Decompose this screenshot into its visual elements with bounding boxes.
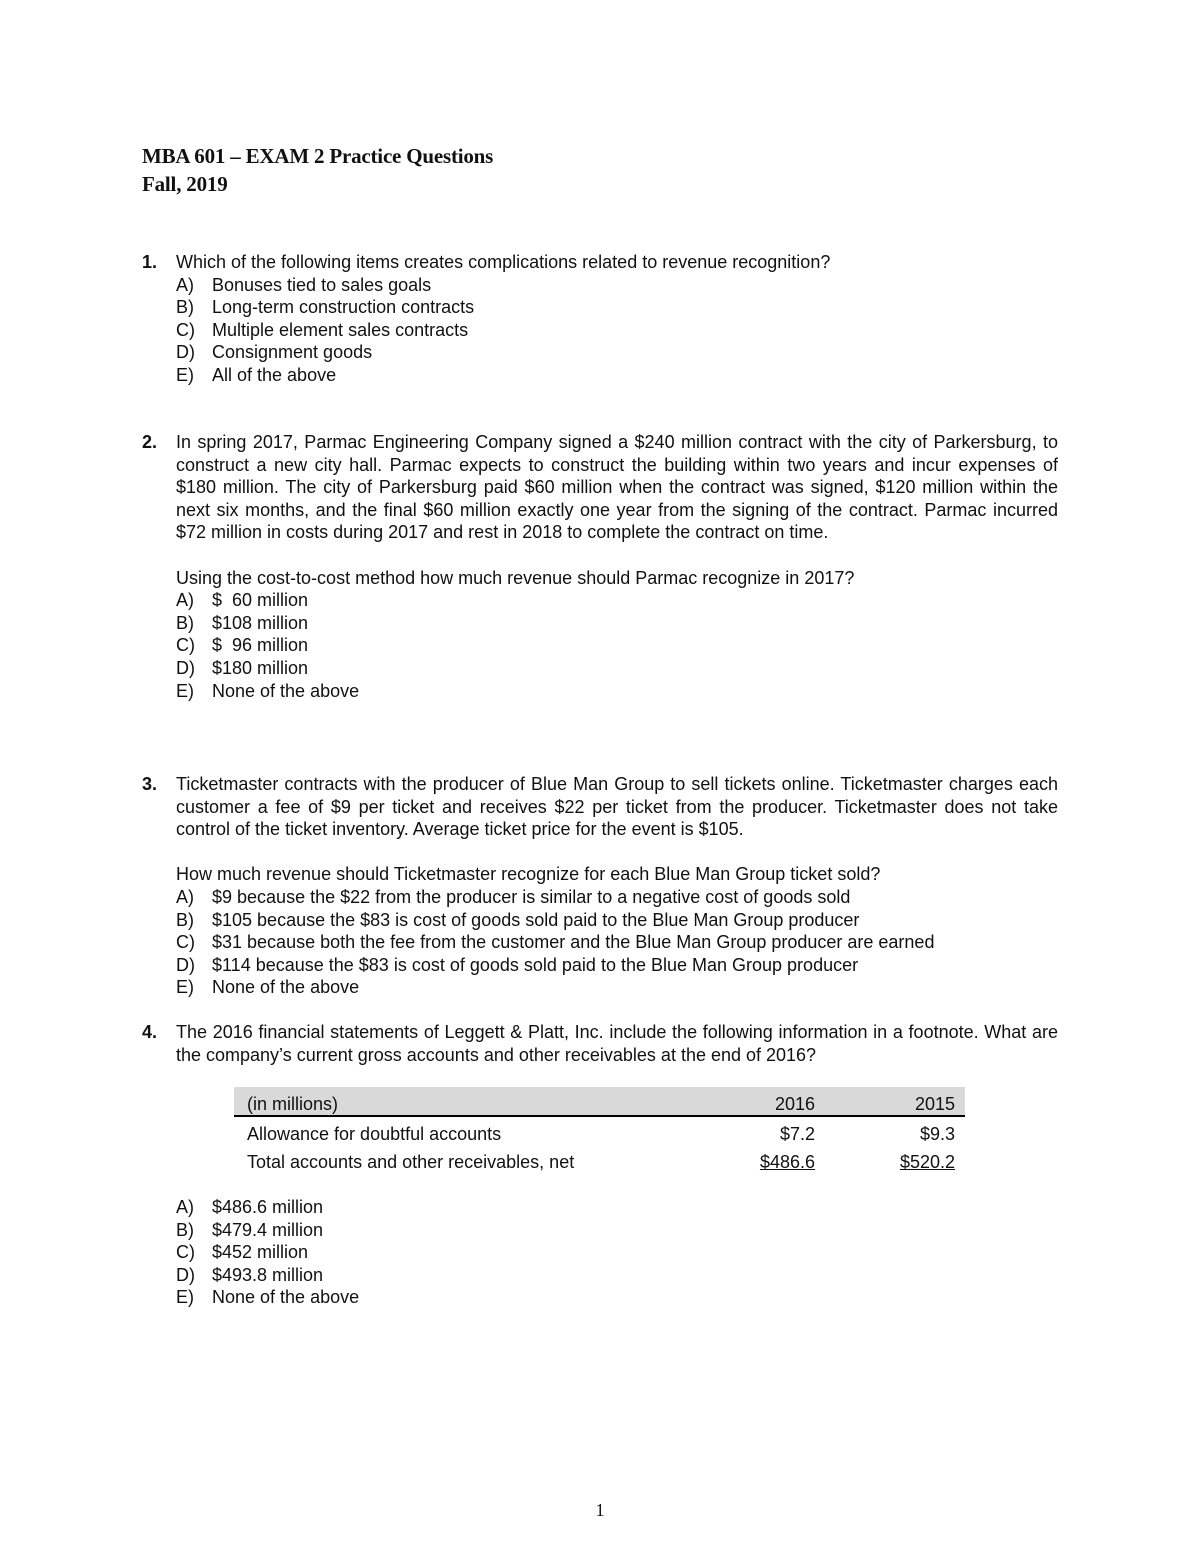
question-2 [142, 431, 1058, 702]
answer-option: D) $493.8 million [176, 1264, 324, 1285]
table-cell: $9.3 [919, 1124, 955, 1144]
table-header-cell: 2016 [695, 1087, 825, 1116]
table-cell: Allowance for doubtful accounts [247, 1124, 502, 1144]
question-number: 1. [142, 252, 158, 272]
answer-option: E) None of the above [176, 977, 360, 998]
answer-option: B) $108 million [176, 612, 309, 633]
answer-option: E) All of the above [176, 364, 337, 385]
answer-option: A) $9 because the $22 from the producer is similar to a negative cost of goods sold [176, 886, 851, 907]
page-number: 1 [595, 1500, 605, 1520]
document-title: MBA 601 – EXAM 2 Practice Questions [142, 144, 494, 168]
table-cell: Total accounts and other receivables, net [247, 1152, 575, 1172]
answer-option: D) $180 million [176, 657, 309, 678]
question-number: 4. [142, 1022, 158, 1042]
table-cell: $520.2 [899, 1152, 955, 1172]
table-header-row [234, 1087, 965, 1116]
answer-option: C) $ 96 million [176, 635, 309, 656]
table-row [234, 1116, 965, 1145]
answer-option: A) Bonuses tied to sales goals [176, 274, 432, 295]
answer-options [176, 886, 1058, 999]
answer-option: C) $452 million [176, 1242, 309, 1263]
question-stem: Ticketmaster contracts with the producer of Blue Man Group to sell tickets online. Ticketmaster charges each customer a fee of $9 per ticket and receives $22 per ticket from the producer. Ticketmaster does not take control of the ticket inventory. Average ticket price for the event is $105. [176, 774, 1058, 840]
answer-option: B) Long-term construction contracts [176, 297, 475, 318]
question-stem: Which of the following items creates complications related to revenue recognition? [176, 252, 831, 272]
answer-option: C) $31 because both the fee from the customer and the Blue Man Group producer are earned [176, 932, 935, 953]
question-prompt: How much revenue should Ticketmaster recognize for each Blue Man Group ticket sold? [176, 864, 881, 885]
question-stem: In spring 2017, Parmac Engineering Company signed a $240 million contract with the city of Parkersburg, to construct a new city hall. Parmac expects to construct the building within two years and incur expenses of $180 million. The city of Parkersburg paid $60 million when the contract was signed, $120 million within the next six months, and the final $60 million exactly one year from the signing of the contract. Parmac incurred $72 million in costs during 2017 and rest in 2018 to complete the contract on time. [176, 432, 1058, 543]
question-stem: The 2016 financial statements of Leggett & Platt, Inc. include the following information in a footnote. What are the company’s current gross accounts and other receivables at the end of 2016? [176, 1022, 1058, 1065]
answer-option: B) $479.4 million [176, 1219, 324, 1240]
answer-options [176, 1196, 1058, 1309]
answer-options [176, 274, 1058, 387]
document-subtitle: Fall, 2019 [142, 172, 228, 196]
answer-options [176, 589, 1058, 702]
answer-option: A) $486.6 million [176, 1197, 324, 1217]
table-cell: $7.2 [779, 1124, 815, 1144]
table-header-cell: (in millions) [234, 1087, 695, 1116]
question-prompt: Using the cost-to-cost method how much revenue should Parmac recognize in 2017? [176, 567, 855, 588]
answer-option: C) Multiple element sales contracts [176, 319, 469, 340]
answer-option: D) Consignment goods [176, 342, 373, 363]
question-4-options [142, 1196, 1058, 1309]
answer-option: E) None of the above [176, 680, 360, 701]
financial-table [234, 1087, 965, 1173]
table-cell: $486.6 [759, 1152, 815, 1172]
question-number: 2. [142, 432, 158, 452]
question-3 [142, 773, 1058, 999]
table-row [234, 1145, 965, 1173]
answer-option: B) $105 because the $83 is cost of goods sold paid to the Blue Man Group producer [176, 909, 860, 930]
answer-option: D) $114 because the $83 is cost of goods sold paid to the Blue Man Group producer [176, 954, 859, 975]
answer-option: E) None of the above [176, 1287, 360, 1308]
answer-option: A) $ 60 million [176, 590, 309, 611]
question-1 [142, 251, 1058, 387]
question-4 [142, 1021, 1058, 1066]
table-header-cell: 2015 [825, 1087, 965, 1116]
question-number: 3. [142, 774, 158, 794]
